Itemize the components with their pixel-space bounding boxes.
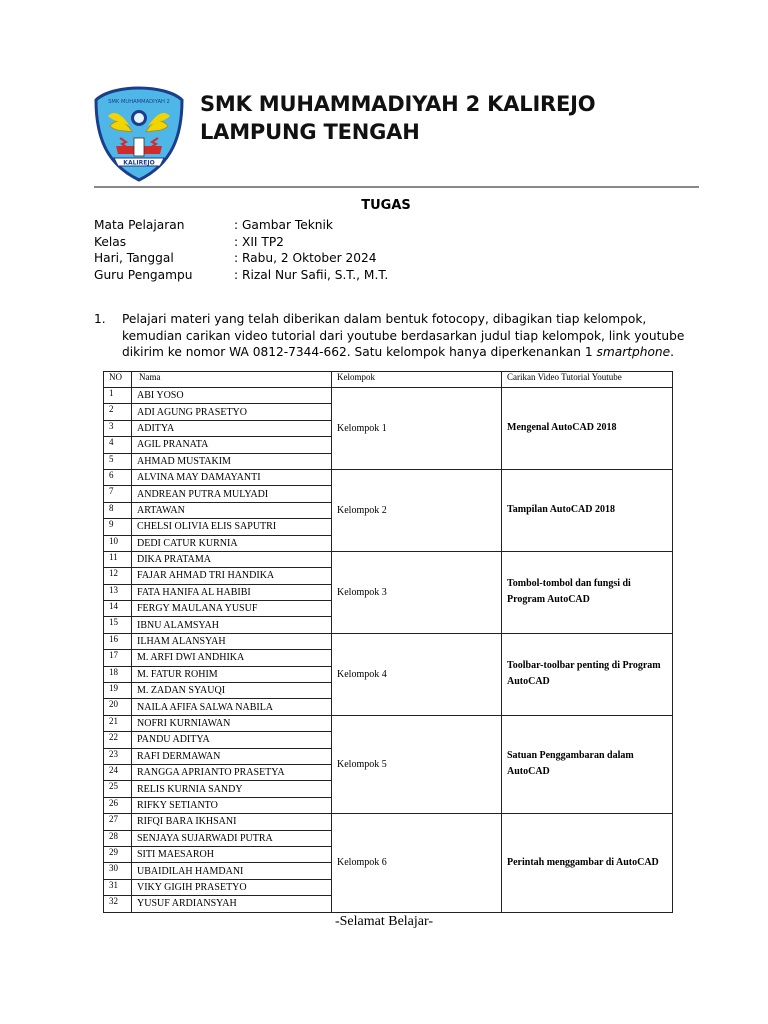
student-name: ADI AGUNG PRASETYO <box>132 404 332 420</box>
header-divider <box>94 186 699 188</box>
instruction-body: Pelajari materi yang telah diberikan dalam bentuk fotocopy, dibagikan tiap kelompok, kemudian carikan video tutorial dari youtube berdasarkan judul tiap kelompok, link youtube dikirim ke nomor WA 0812-7344-662. Satu kelompok hanya diperkenankan 1 <box>122 312 685 359</box>
student-name: VIKY GIGIH PRASETYO <box>132 879 332 895</box>
letterhead <box>94 86 700 186</box>
meta-label: Mata Pelajaran <box>94 218 185 232</box>
student-name: YUSUF ARDIANSYAH <box>132 896 332 912</box>
group-name: Kelompok 6 <box>332 814 502 912</box>
row-number: 4 <box>104 437 132 453</box>
student-name: RIFQI BARA IKHSANI <box>132 814 332 830</box>
row-number: 9 <box>104 519 132 535</box>
row-number: 7 <box>104 486 132 502</box>
table-row <box>104 715 673 731</box>
document-title: TUGAS <box>361 198 411 213</box>
row-number: 16 <box>104 633 132 649</box>
student-name: M. FATUR ROHIM <box>132 666 332 682</box>
row-number: 32 <box>104 896 132 912</box>
group-name: Kelompok 3 <box>332 551 502 633</box>
row-number: 25 <box>104 781 132 797</box>
row-number: 19 <box>104 683 132 699</box>
meta-row-date <box>94 250 388 267</box>
student-name: ABI YOSO <box>132 388 332 404</box>
instruction-number: 1. <box>94 312 106 326</box>
student-name: SITI MAESAROH <box>132 846 332 862</box>
row-number: 12 <box>104 568 132 584</box>
group-name: Kelompok 5 <box>332 715 502 813</box>
meta-row-class <box>94 234 388 251</box>
row-number: 2 <box>104 404 132 420</box>
meta-value: : Rabu, 2 Oktober 2024 <box>234 251 377 265</box>
header-no: NO <box>104 372 132 388</box>
row-number: 26 <box>104 797 132 813</box>
assignment-meta <box>94 217 388 283</box>
school-name-line1: SMK MUHAMMADIYAH 2 KALIREJO <box>200 92 596 116</box>
row-number: 8 <box>104 502 132 518</box>
video-topic: Tombol-tombol dan fungsi di Program AutoCAD <box>502 551 673 633</box>
row-number: 11 <box>104 551 132 567</box>
student-name: RIFKY SETIANTO <box>132 797 332 813</box>
video-topic: Tampilan AutoCAD 2018 <box>502 469 673 551</box>
student-name: UBAIDILAH HAMDANI <box>132 863 332 879</box>
student-name: DIKA PRATAMA <box>132 551 332 567</box>
student-name: RANGGA APRIANTO PRASETYA <box>132 764 332 780</box>
video-topic: Mengenal AutoCAD 2018 <box>502 388 673 470</box>
row-number: 15 <box>104 617 132 633</box>
student-name: ADITYA <box>132 420 332 436</box>
meta-label: Kelas <box>94 234 127 249</box>
header-video: Carikan Video Tutorial Youtube <box>502 372 673 388</box>
video-topic: Perintah menggambar di AutoCAD <box>502 814 673 912</box>
student-name: FAJAR AHMAD TRI HANDIKA <box>132 568 332 584</box>
school-name-line2: LAMPUNG TENGAH <box>200 120 420 144</box>
row-number: 28 <box>104 830 132 846</box>
row-number: 18 <box>104 666 132 682</box>
student-name: RELIS KURNIA SANDY <box>132 781 332 797</box>
table-row <box>104 469 673 485</box>
student-name: CHELSI OLIVIA ELIS SAPUTRI <box>132 519 332 535</box>
table-header-row <box>104 372 673 388</box>
table-row <box>104 814 673 830</box>
group-assignment-table <box>103 371 673 913</box>
table-row <box>104 633 673 649</box>
row-number: 13 <box>104 584 132 600</box>
meta-row-subject <box>94 217 388 234</box>
student-name: PANDU ADITYA <box>132 732 332 748</box>
meta-value: : XII TP2 <box>234 234 284 249</box>
student-name: ANDREAN PUTRA MULYADI <box>132 486 332 502</box>
row-number: 22 <box>104 732 132 748</box>
student-name: RAFI DERMAWAN <box>132 748 332 764</box>
school-emblem-icon <box>94 86 184 182</box>
row-number: 14 <box>104 601 132 617</box>
instruction-end: . <box>670 345 674 359</box>
school-name <box>200 90 595 146</box>
meta-label: Hari, Tanggal <box>94 251 174 265</box>
student-name: M. ARFI DWI ANDHIKA <box>132 650 332 666</box>
instruction-item <box>94 311 694 361</box>
row-number: 21 <box>104 715 132 731</box>
student-name: FATA HANIFA AL HABIBI <box>132 584 332 600</box>
video-topic: Toolbar-toolbar penting di Program AutoCAD <box>502 633 673 715</box>
group-name: Kelompok 1 <box>332 388 502 470</box>
student-name: AHMAD MUSTAKIM <box>132 453 332 469</box>
row-number: 1 <box>104 388 132 404</box>
row-number: 27 <box>104 814 132 830</box>
student-name: DEDI CATUR KURNIA <box>132 535 332 551</box>
header-name: Nama <box>132 372 332 388</box>
table-row <box>104 388 673 404</box>
student-name: SENJAYA SUJARWADI PUTRA <box>132 830 332 846</box>
row-number: 3 <box>104 420 132 436</box>
instruction-text <box>122 311 694 361</box>
svg-text:KALIREJO: KALIREJO <box>123 159 155 167</box>
student-name: ILHAM ALANSYAH <box>132 633 332 649</box>
row-number: 24 <box>104 764 132 780</box>
row-number: 17 <box>104 650 132 666</box>
group-name: Kelompok 4 <box>332 633 502 715</box>
row-number: 5 <box>104 453 132 469</box>
student-name: AGIL PRANATA <box>132 437 332 453</box>
group-name: Kelompok 2 <box>332 469 502 551</box>
row-number: 23 <box>104 748 132 764</box>
header-group: Kelompok <box>332 372 502 388</box>
student-name: NOFRI KURNIAWAN <box>132 715 332 731</box>
instruction-emphasis: smartphone <box>596 345 671 359</box>
student-name: NAILA AFIFA SALWA NABILA <box>132 699 332 715</box>
student-name: ARTAWAN <box>132 502 332 518</box>
row-number: 29 <box>104 846 132 862</box>
student-name: ALVINA MAY DAMAYANTI <box>132 469 332 485</box>
student-name: M. ZADAN SYAUQI <box>132 683 332 699</box>
meta-value: : Gambar Teknik <box>234 218 333 232</box>
row-number: 30 <box>104 863 132 879</box>
row-number: 31 <box>104 879 132 895</box>
row-number: 20 <box>104 699 132 715</box>
svg-text:SMK MUHAMMADIYAH 2: SMK MUHAMMADIYAH 2 <box>108 99 170 105</box>
row-number: 6 <box>104 469 132 485</box>
student-name: FERGY MAULANA YUSUF <box>132 601 332 617</box>
row-number: 10 <box>104 535 132 551</box>
meta-row-teacher <box>94 267 388 284</box>
student-name: IBNU ALAMSYAH <box>132 617 332 633</box>
meta-label: Guru Pengampu <box>94 267 193 282</box>
table-row <box>104 551 673 567</box>
closing-text: -Selamat Belajar- <box>334 914 434 929</box>
video-topic: Satuan Penggambaran dalam AutoCAD <box>502 715 673 813</box>
meta-value: : Rizal Nur Safii, S.T., M.T. <box>234 267 389 282</box>
